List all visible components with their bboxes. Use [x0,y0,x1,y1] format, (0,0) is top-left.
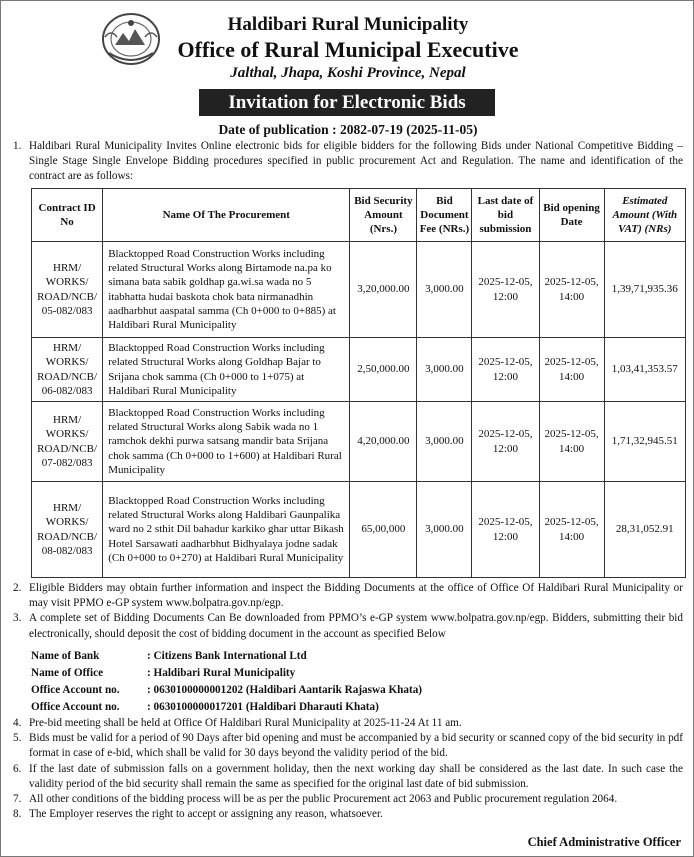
opening-date: 2025-12-05, 14:00 [539,482,604,578]
publication-date: Date of publication : 2082-07-19 (2025-11-05) [218,122,478,137]
office-name-value: : Haldibari Rural Municipality [147,667,296,679]
header-document-fee: Bid Document Fee (NRs.) [417,189,472,242]
point-3: 3. A complete set of Bidding Documents Can Be downloaded from PPMO’s e-GP system www.bolpatra.gov.np/egp. Bidders, submitting their bid electronically, should deposit the cost of bidding document in the account as specified Below [13,612,683,640]
header-bid-security: Bid Security Amount (Nrs.) [350,189,417,242]
contract-id: HRM/ WORKS/ ROAD/NCB/ 06-082/083 [32,338,103,402]
last-date: 2025-12-05, 12:00 [472,242,539,338]
office-name: Office of Rural Municipal Executive [177,37,519,62]
point-1: 1. Haldibari Rural Municipality Invites Online electronic bids for eligible bidders for the following Bids under National Competitive Bidding – Single Stage Single Envelope Bidding procedures specified in public procurement Act and Regulation. The name and identification of the contract are as follows: [13,140,683,183]
point-2: 2. Eligible Bidders may obtain further information and inspect the Bidding Documents at the office of Office Of Haldibari Rural Municipality or may visit PPMO e-GP system www.bolpatra.gov.np/egp. [13,582,683,610]
points-2-3 [13,581,683,642]
bid-security: 4,20,000.00 [350,402,417,482]
document-fee: 3,000.00 [417,242,472,338]
last-date: 2025-12-05, 12:00 [472,338,539,402]
signature-title: Chief Administrative Officer [527,835,681,849]
contract-id: HRM/ WORKS/ ROAD/NCB/ 08-082/083 [32,482,103,578]
intro-section [13,139,683,185]
account1-label: Office Account no. [31,684,120,696]
office-address: Jalthal, Jhapa, Koshi Province, Nepal [230,65,466,81]
table-row [32,402,686,482]
document-fee: 3,000.00 [417,482,472,578]
document-fee: 3,000.00 [417,402,472,482]
contract-id: HRM/ WORKS/ ROAD/NCB/ 07-082/083 [32,402,103,482]
office-name-label: Name of Office [31,667,104,679]
municipality-name: Haldibari Rural Municipality [227,14,469,35]
table-row [32,482,686,578]
last-date: 2025-12-05, 12:00 [472,482,539,578]
bank-name-label: Name of Bank [31,650,100,662]
account1-value: : 0630100000001202 (Haldibari Aantarik Rajaswa Khata) [147,684,423,696]
bank-details [31,648,422,716]
account2-label: Office Account no. [31,701,120,713]
opening-date: 2025-12-05, 14:00 [539,402,604,482]
procurement-name: Blacktopped Road Construction Works including related Structural Works along Sabik wada no 1 ramchok dekhi purwa satsang mandir bata Srijana chok samma (Ch 0+000 to 1+600) at Haldibari Rural Municipality [103,402,350,482]
point-8: 8. The Employer reserves the right to accept or assigning any reason, whatsoever. [13,808,383,821]
procurement-name: Blacktopped Road Construction Works including related Structural Works along Haldibari Gaunpalika ward no 2 sthit Dil bahadur karkiko ghar uttar Bikash Hotel Sarsawati aadharbhut Bidhyalaya jodne sadak (Ch 0+000 to 0+270) at Haldibari Rural Municipality [103,482,350,578]
bids-table [31,188,686,578]
estimated-amount: 1,71,32,945.51 [604,402,685,482]
point-6: 6. If the last date of submission falls on a government holiday, then the next working day shall be considered as the last date. In such case the validity period of the bid security shall remain the same as specified for the original last date of bid submission. [13,762,683,790]
estimated-amount: 28,31,052.91 [604,482,685,578]
header-opening-date: Bid opening Date [539,189,604,242]
points-4-8 [13,716,683,822]
point-5: 5. Bids must be valid for a period of 90 Days after bid opening and must be accompanied by a bid security or scanned copy of the bid security in pdf format in case of e-bid, which shall be valid for 30 days beyond the validity period of the bid. [13,732,683,760]
estimated-amount: 1,39,71,935.36 [604,242,685,338]
table-row [32,242,686,338]
point-4: 4. Pre-bid meeting shall be held at Office Of Haldibari Rural Municipality at 2025-11-24 At 11 am. [13,717,462,729]
contract-id: HRM/ WORKS/ ROAD/NCB/ 05-082/083 [32,242,103,338]
header-last-date: Last date of bid submission [472,189,539,242]
opening-date: 2025-12-05, 14:00 [539,242,604,338]
header-contract-id: Contract ID No [32,189,103,242]
header-estimated-amount: Estimated Amount (With VAT) (NRs) [604,189,685,242]
table-row [32,338,686,402]
bid-security: 65,00,000 [350,482,417,578]
header-procurement-name: Name Of The Procurement [103,189,350,242]
bank-name-value: : Citizens Bank International Ltd [147,650,307,662]
last-date: 2025-12-05, 12:00 [472,402,539,482]
procurement-name: Blacktopped Road Construction Works including related Structural Works along Goldhap Bajar to Srijana chok samma (Ch 0+000 to 1+075) at Haldibari Rural Municipality [103,338,350,402]
opening-date: 2025-12-05, 14:00 [539,338,604,402]
bid-security: 2,50,000.00 [350,338,417,402]
point-7: 7. All other conditions of the bidding process will be as per the public Procurement act 2063 and Public procurement regulation 2064. [13,793,618,806]
procurement-name: Blacktopped Road Construction Works including related Structural Works along Birtamode na.pa ko simana bata sabik goldhap ga.wi.sa wada no 5 itabhatta hudai baskota chok bata nirmanadhin aadharbhut aaspatal samma (Ch 0+000 to 0+885) at Haldibari Rural Municipality [103,242,350,338]
document-fee: 3,000.00 [417,338,472,402]
account2-value: : 0630100000017201 (Haldibari Dharauti Khata) [147,701,379,713]
estimated-amount: 1,03,41,353.57 [604,338,685,402]
notice-title: Invitation for Electronic Bids [199,89,495,116]
table-header-row [32,189,686,242]
bid-security: 3,20,000.00 [350,242,417,338]
